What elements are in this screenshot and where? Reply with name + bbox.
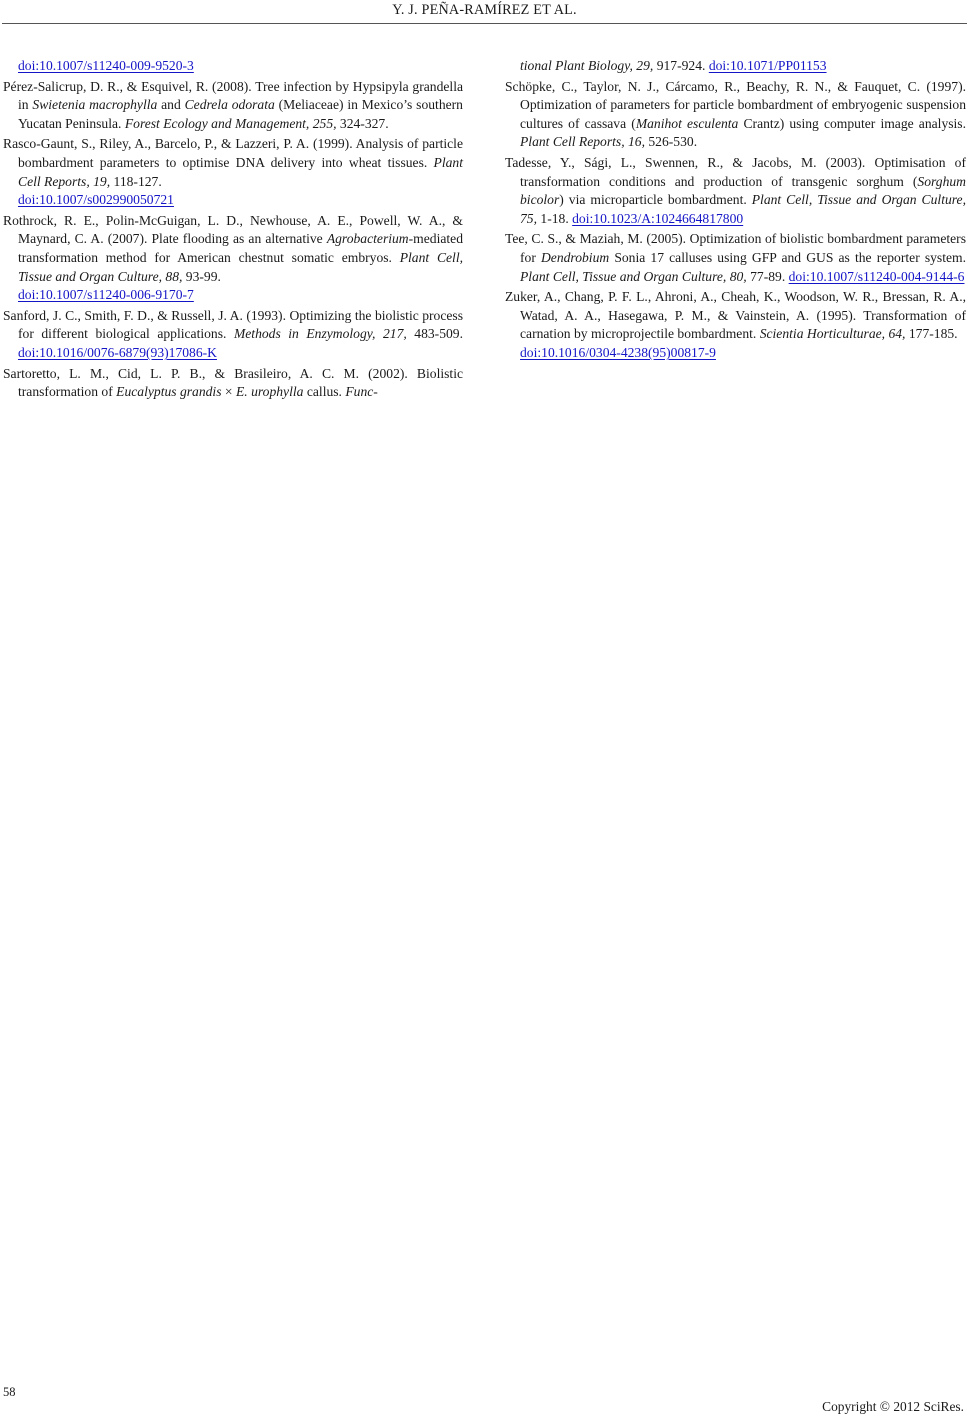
reference-item <box>3 135 463 209</box>
reference-text: (Meliaceae) in Mexico’s southern Yucatan Peninsula. <box>18 97 463 131</box>
doi-link[interactable]: doi:10.1007/s11240-009-9520-3 <box>18 58 194 73</box>
running-header: Y. J. PEÑA-RAMÍREZ ET AL. <box>392 2 577 18</box>
page-range: 93-99. <box>182 268 221 284</box>
page-range: 324-327. <box>336 115 389 131</box>
species-name: Eucalyptus grandis <box>116 384 222 400</box>
reference-text: Zuker, A., Chang, P. F. L., Ahroni, A., Cheah, K., Woodson, W. R., Bressan, R. A., Watad, A. A., Hasegawa, P. M., & Vainstein, A. (1995). Transformation of carnation by microprojectile bombardment. <box>505 289 966 342</box>
reference-text: Sartoretto, L. M., Cid, L. P. B., & Brasileiro, A. C. M. (2002). Biolistic transformation of <box>3 365 463 400</box>
journal-name: Methods in Enzymology, 217, <box>233 326 407 342</box>
reference-item <box>3 57 463 76</box>
header-divider <box>2 23 967 24</box>
journal-name: Plant Cell, Tissue and Organ Culture, 80, <box>520 268 747 284</box>
reference-text: ) via microparticle bombardment. <box>559 192 752 208</box>
reference-item <box>505 288 966 362</box>
reference-text: Rasco-Gaunt, S., Riley, A., Barcelo, P., & Lazzeri, P. A. (1999). Analysis of particle bombardment parameters to optimise DNA delivery into wheat tissues. <box>3 136 463 170</box>
doi-link[interactable]: doi:10.1016/0304-4238(95)00817-9 <box>520 344 716 360</box>
reference-item <box>3 78 463 134</box>
journal-name: Plant Cell, Tissue and Organ Culture, 75, <box>520 192 966 226</box>
doi-link[interactable]: doi:10.1023/A:1024664817800 <box>572 210 744 226</box>
reference-text: Sanford, J. C., Smith, F. D., & Russell, J. A. (1993). Optimizing the biolistic process for different biological applications. <box>3 307 463 342</box>
reference-text: Rothrock, R. E., Polin-McGuigan, L. D., Newhouse, A. E., Powell, W. A., & Maynard, C. A. (2007). Plate flooding as an alternative <box>3 212 463 247</box>
reference-item <box>505 78 966 152</box>
species-name: Manihot esculenta <box>635 115 739 131</box>
journal-name: Plant Cell Reports, 19, <box>18 154 463 189</box>
doi-link[interactable]: doi:10.1007/s002990050721 <box>18 192 174 208</box>
reference-text: Crantz) using computer image analysis. <box>738 115 966 131</box>
journal-name: Forest Ecology and Management, 255, <box>124 115 337 131</box>
species-name: E. urophylla <box>235 384 304 400</box>
journal-name: Plant Cell Reports, 16, <box>520 134 645 150</box>
reference-text: × <box>221 384 236 400</box>
journal-name: Scientia Horticulturae, 64, <box>759 326 906 342</box>
reference-text: Tee, C. S., & Maziah, M. (2005). Optimization of biolistic bombardment parameters for <box>505 231 966 265</box>
doi-link[interactable]: doi:10.1007/s11240-004-9144-6 <box>788 268 965 284</box>
reference-text: Tadesse, Y., Sági, L., Swennen, R., & Jacobs, M. (2003). Optimisation of transformation conditions and production of transgenic sorghum ( <box>505 154 966 189</box>
species-name: Swietenia macrophylla <box>32 97 158 113</box>
genus-name: Agrobacterium <box>326 231 409 247</box>
reference-text: Pérez-Salicrup, D. R., & Esquivel, R. (2008). Tree infection by Hypsipyla grandella in <box>3 78 463 113</box>
reference-item <box>3 212 463 305</box>
copyright-notice: Copyright © 2012 SciRes. <box>822 1399 964 1414</box>
page-range: 77-89. <box>746 268 789 284</box>
references-left-column <box>3 57 463 404</box>
species-name: Sorghum bicolor <box>520 173 966 208</box>
reference-text: and <box>157 97 185 113</box>
reference-text: callus. <box>303 384 346 400</box>
reference-item <box>505 57 966 76</box>
page-range: 526-530. <box>644 134 698 150</box>
doi-link[interactable]: doi:10.1016/0076-6879(93)17086-K <box>18 344 217 360</box>
reference-text: -mediated transformation method for American chestnut somatic embryos. <box>18 231 463 265</box>
page-range: 177-185. <box>905 326 958 342</box>
references-right-column <box>505 57 966 365</box>
page-number: 58 <box>3 1385 16 1399</box>
doi-link[interactable]: doi:10.1071/PP01153 <box>708 58 827 73</box>
journal-name: Func- <box>345 384 378 400</box>
doi-link[interactable]: doi:10.1007/s11240-006-9170-7 <box>18 287 194 303</box>
journal-name: tional Plant Biology, 29, <box>520 58 654 73</box>
journal-name: Plant Cell, Tissue and Organ Culture, 88, <box>18 249 463 284</box>
reference-item <box>3 307 463 363</box>
reference-text: Sonia 17 calluses using GFP and GUS as the reporter system. <box>609 249 967 265</box>
reference-item <box>505 154 966 228</box>
reference-text: Schöpke, C., Taylor, N. J., Cárcamo, R., Beachy, R. N., & Fauquet, C. (1997). Optimization of parameters for particle bombardment of embryogenic suspension cultures of cassava ( <box>505 78 966 131</box>
reference-item <box>505 230 966 286</box>
page-range: 917-924. <box>653 58 709 73</box>
page-range: 483-509. <box>406 326 463 342</box>
page-range: 1-18. <box>537 210 573 226</box>
reference-item <box>3 365 463 402</box>
species-name: Cedrela odorata <box>184 97 275 113</box>
genus-name: Dendrobium <box>540 249 610 265</box>
page-range: 118-127. <box>110 173 162 189</box>
